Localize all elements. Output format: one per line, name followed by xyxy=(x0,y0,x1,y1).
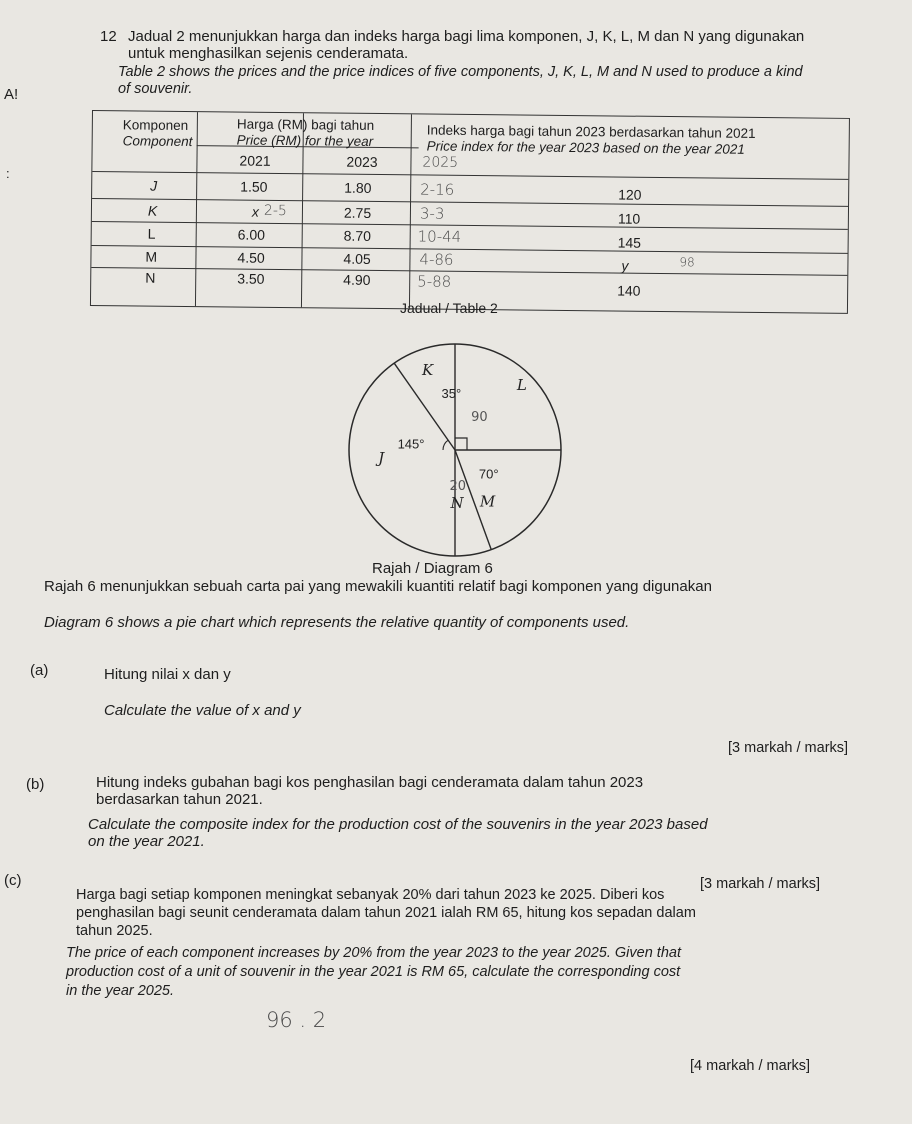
component-j: J xyxy=(150,177,158,194)
price-2023-m: 4.05 xyxy=(343,250,371,267)
part-a-marks: [3 markah / marks] xyxy=(728,740,849,756)
price-2023-k: 2.75 xyxy=(343,204,372,221)
part-b-ms-line: berdasarkan tahun 2021. xyxy=(96,791,263,808)
year-2023: 2023 xyxy=(346,153,378,170)
diagram-description-ms: Rajah 6 menunjukkan sebuah carta pai yang mewakili kuantiti relatif bagi komponen yang digunakan xyxy=(44,578,712,595)
header-component xyxy=(123,117,193,150)
part-c-en-line: in the year 2025. xyxy=(66,983,175,999)
index-l: 145 xyxy=(617,234,642,251)
handwritten-n: 5-88 xyxy=(417,272,452,291)
price-2021-k: x xyxy=(251,203,260,220)
part-c-en-line: The price of each component increases by 20% from the year 2023 to the year 2025. Given that xyxy=(66,945,681,961)
component-m: M xyxy=(145,248,158,265)
intro-ms-line: Jadual 2 menunjukkan harga dan indeks harga bagi lima komponen, J, K, L, M dan N yang digunakan xyxy=(128,28,805,45)
component-l: L xyxy=(147,225,156,242)
header-index-en: Price index for the year 2023 based on the year 2021 xyxy=(426,138,745,157)
part-b-marks: [3 markah / marks] xyxy=(700,876,821,892)
diagram-description-en: Diagram 6 shows a pie chart which represents the relative quantity of components used. xyxy=(44,614,630,631)
part-c-handwritten-answer: 96 . 2 xyxy=(266,1008,327,1032)
handwritten-angle-label: 20 xyxy=(449,478,467,494)
intro-en-line: Table 2 shows the prices and the price indices of five components, J, K, L, M and N used to produce a kind xyxy=(118,64,803,80)
header-price-ms: Harga (RM) bagi tahun xyxy=(236,116,375,133)
price-table xyxy=(90,110,850,314)
angle-label: 145° xyxy=(397,436,425,452)
slice-label-j: J xyxy=(378,449,385,468)
index-j: 120 xyxy=(618,186,642,203)
handwritten-angle-label: 90 xyxy=(471,409,488,425)
part-b-label: (b) xyxy=(26,776,45,793)
part-b-en xyxy=(88,816,708,850)
part-c-ms-line: penghasilan bagi seunit cenderamata dalam tahun 2021 ialah RM 65, hitung kos sepadan dalam xyxy=(76,905,696,921)
slice-label-n: N xyxy=(450,493,464,512)
slice-label-m: M xyxy=(479,492,496,511)
handwritten-j: 2-16 xyxy=(420,180,455,199)
question-intro-english xyxy=(118,64,803,98)
price-2021-m: 4.50 xyxy=(237,249,265,266)
question-intro-malay xyxy=(128,28,804,62)
intro-ms-line: untuk menghasilkan sejenis cenderamata. xyxy=(128,45,409,62)
part-b-ms-line: Hitung indeks gubahan bagi kos penghasilan bagi cenderamata dalam tahun 2023 xyxy=(96,774,644,791)
part-b-ms xyxy=(96,774,643,808)
header-price xyxy=(237,117,375,150)
right-angle-marker xyxy=(455,438,467,450)
question-number: 12 xyxy=(100,28,117,45)
price-2023-n: 4.90 xyxy=(343,271,371,288)
handwritten-l: 10-44 xyxy=(417,227,462,246)
component-k: K xyxy=(147,202,158,219)
margin-mark: : xyxy=(6,166,10,181)
part-c-marks: [4 markah / marks] xyxy=(690,1058,811,1074)
part-b-en-line: Calculate the composite index for the production cost of the souvenirs in the year 2023 based xyxy=(88,816,708,833)
diagram-caption: Rajah / Diagram 6 xyxy=(372,560,493,577)
part-c-label: (c) xyxy=(4,872,22,889)
part-c-ms-line: Harga bagi setiap komponen meningkat sebanyak 20% dari tahun 2023 ke 2025. Diberi kos xyxy=(76,887,665,903)
handwritten-extra-m: 98 xyxy=(679,255,695,270)
index-k: 110 xyxy=(617,210,641,227)
index-m: y xyxy=(621,257,629,274)
table-caption: Jadual / Table 2 xyxy=(400,300,498,316)
part-c-en-line: production cost of a unit of souvenir in the year 2021 is RM 65, calculate the corresponding cost xyxy=(66,964,681,980)
part-c-en xyxy=(66,944,681,1001)
price-2021-j: 1.50 xyxy=(240,178,268,195)
part-c-ms xyxy=(76,886,696,940)
part-a-label: (a) xyxy=(30,662,49,679)
handwritten-2021-k: 2-5 xyxy=(263,202,287,220)
slice-label-l: L xyxy=(516,375,527,394)
pie-chart xyxy=(345,340,565,560)
header-index-ms: Indeks harga bagi tahun 2023 berdasarkan tahun 2021 xyxy=(426,122,756,141)
handwritten-k: 3-3 xyxy=(419,204,445,223)
price-2023-j: 1.80 xyxy=(344,179,372,196)
part-a-en: Calculate the value of x and y xyxy=(104,702,301,719)
part-c-ms-line: tahun 2025. xyxy=(76,923,153,939)
price-2021-l: 6.00 xyxy=(237,226,266,243)
header-index xyxy=(427,123,756,158)
angle-label: 35° xyxy=(441,386,462,402)
component-n: N xyxy=(145,269,156,286)
header-component-ms: Komponen xyxy=(122,117,189,134)
handwritten-year: 2025 xyxy=(422,154,459,171)
intro-en-line: of souvenir. xyxy=(118,81,193,97)
header-price-en: Price (RM) for the year xyxy=(236,132,374,149)
price-2021-n: 3.50 xyxy=(237,270,265,287)
margin-mark: A! xyxy=(4,86,19,103)
handwritten-m: 4-86 xyxy=(419,250,454,269)
index-n: 140 xyxy=(617,282,641,299)
price-2023-l: 8.70 xyxy=(343,227,372,244)
part-a-ms: Hitung nilai x dan y xyxy=(104,666,231,683)
angle-arc xyxy=(443,440,448,450)
header-component-en: Component xyxy=(122,133,193,150)
part-b-en-line: on the year 2021. xyxy=(88,833,205,850)
year-2021: 2021 xyxy=(239,152,271,169)
angle-label: 70° xyxy=(478,466,499,482)
slice-label-k: K xyxy=(422,360,434,379)
